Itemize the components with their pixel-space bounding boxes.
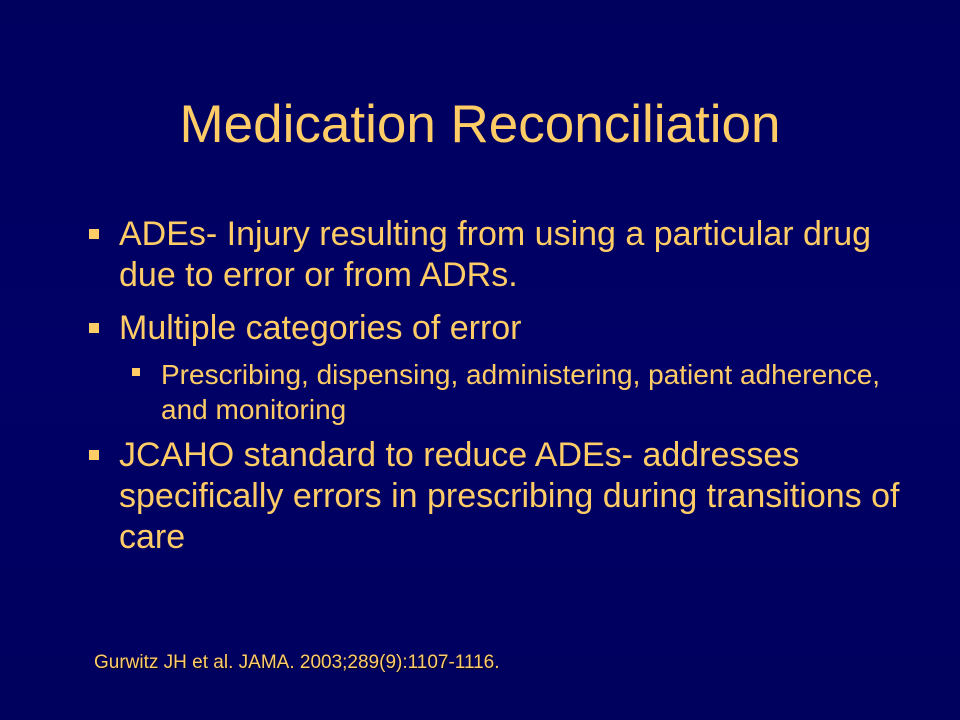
square-bullet-icon — [132, 368, 140, 376]
slide-title: Medication Reconciliation — [179, 95, 781, 154]
bullet-text: ADEs- Injury resulting from using a particular drug due to error or from ADRs. — [119, 215, 872, 294]
citation: Gurwitz JH et al. JAMA. 2003;289(9):1107-1116. — [94, 652, 500, 673]
sub-bullet-item — [128, 357, 906, 427]
bullet-item — [86, 435, 906, 558]
square-bullet-icon — [89, 323, 99, 333]
bullet-text: JCAHO standard to reduce ADEs- addresses specifically errors in prescribing during transitions of care — [119, 436, 900, 556]
bullet-text: Multiple categories of error — [119, 309, 522, 347]
square-bullet-icon — [89, 450, 99, 460]
sub-bullet-text: Prescribing, dispensing, administering, patient adherence, and monitoring — [161, 359, 881, 425]
bullet-item — [86, 214, 906, 296]
square-bullet-icon — [89, 229, 99, 239]
bullet-list — [86, 214, 906, 558]
bullet-item — [86, 308, 906, 349]
